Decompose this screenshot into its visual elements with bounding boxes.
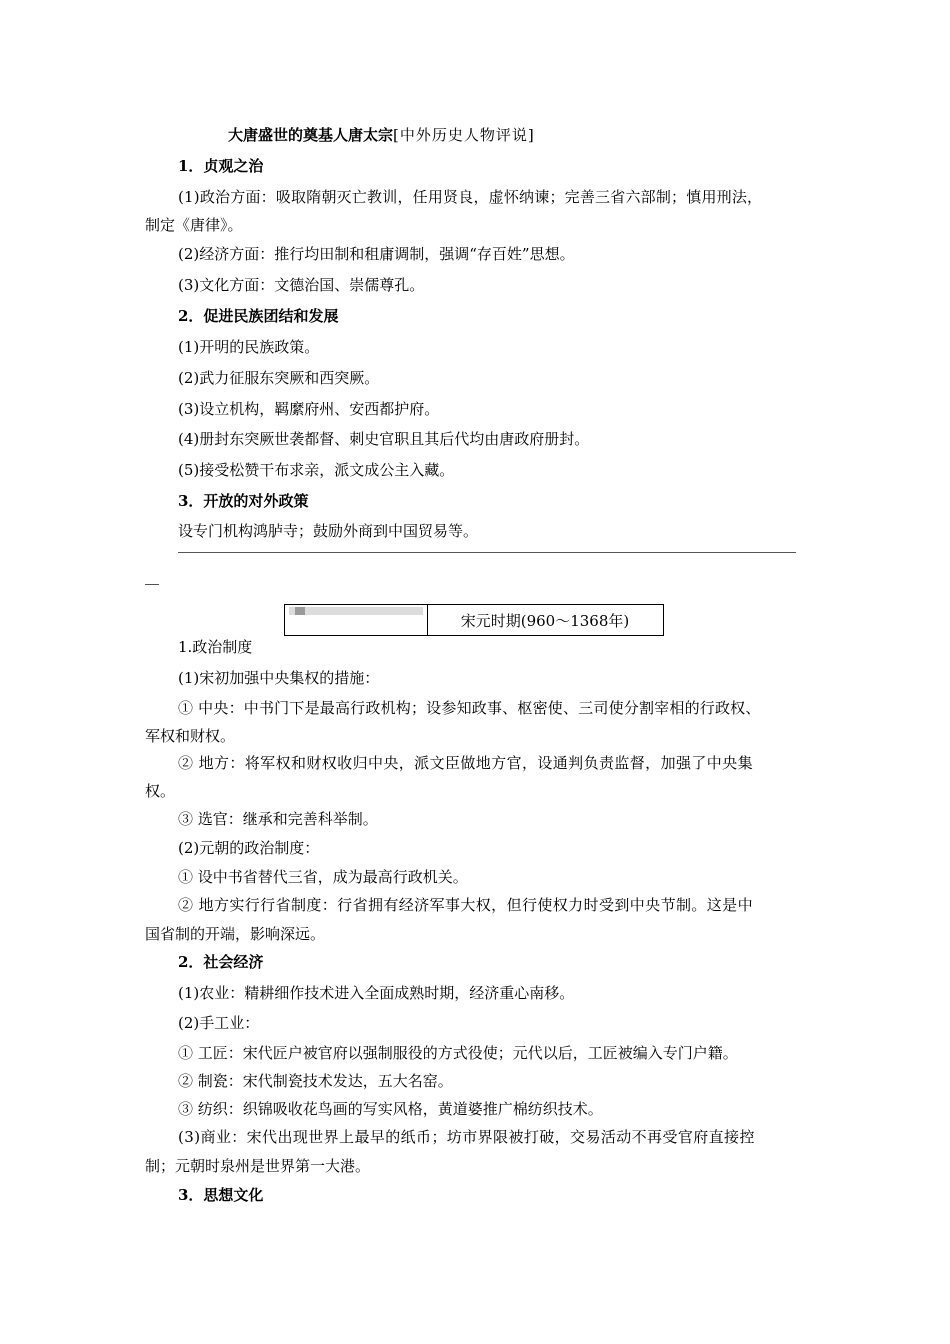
page-title [228, 125, 535, 145]
paragraph-line: ① 中央：中书门下是最高行政机构；设参知政事、枢密使、三司使分割宰相的行政权、 [178, 699, 761, 717]
section-heading: 1．贞观之治 [178, 157, 264, 175]
dashed-separator [178, 552, 796, 553]
paragraph-line: ② 制瓷：宋代制瓷技术发达，五大名窑。 [178, 1072, 453, 1090]
list-icon [295, 607, 305, 615]
section-heading: 3．开放的对外政策 [178, 492, 309, 510]
period-label: 宋元时期(960～1368年) [460, 611, 630, 630]
table-cell-icon [285, 605, 428, 635]
paragraph-line: (1)政治方面：吸取隋朝灭亡教训，任用贤良，虚怀纳谏；完善三省六部制；慎用刑法， [178, 188, 763, 206]
section-heading: 2．促进民族团结和发展 [178, 307, 339, 325]
table-cell-label [427, 605, 663, 635]
paragraph-line: ② 地方实行行省制度：行省拥有经济军事大权，但行使权力时受到中央节制。这是中 [178, 896, 753, 914]
dashed-separator-tail [145, 584, 159, 585]
paragraph-line: (3)设立机构，羁縻府州、安西都护府。 [178, 400, 440, 418]
paragraph-line: (2)经济方面：推行均田制和租庸调制，强调“存百姓”思想。 [178, 245, 575, 263]
paragraph-line: (1)开明的民族政策。 [178, 338, 320, 356]
paragraph-line: (1)农业：精耕细作技术进入全面成熟时期，经济重心南移。 [178, 984, 575, 1002]
paragraph-line: (4)册封东突厥世袭都督、刺史官职且其后代均由唐政府册封。 [178, 430, 590, 448]
paragraph-line: (2)元朝的政治制度： [178, 839, 320, 857]
paragraph-line: 设专门机构鸿胪寺；鼓励外商到中国贸易等。 [178, 522, 479, 540]
paragraph-line: (3)商业：宋代出现世界上最早的纸币；坊市界限被打破，交易活动不再受官府直接控 [178, 1128, 755, 1146]
paragraph-line: (2)武力征服东突厥和西突厥。 [178, 369, 380, 387]
paragraph-line: ① 设中书省替代三省，成为最高行政机关。 [178, 868, 468, 886]
paragraph-line: ① 工匠：宋代匠户被官府以强制服役的方式役使；元代以后，工匠被编入专门户籍。 [178, 1044, 738, 1062]
title-main: 大唐盛世的奠基人唐太宗 [228, 126, 394, 144]
paragraph-line: (3)文化方面：文德治国、崇儒尊孔。 [178, 276, 425, 294]
paragraph-line: 制；元朝时泉州是世界第一大港。 [145, 1157, 371, 1175]
paragraph-line: (5)接受松赞干布求亲，派文成公主入藏。 [178, 461, 455, 479]
section-heading: 2．社会经济 [178, 953, 264, 971]
period-table [284, 604, 664, 636]
section-heading: 3．思想文化 [178, 1186, 264, 1204]
paragraph-line: 制定《唐律》。 [145, 216, 243, 234]
paragraph-line: (1)宋初加强中央集权的措施： [178, 669, 380, 687]
placeholder-bar [289, 607, 423, 615]
paragraph-line: ③ 选官：继承和完善科举制。 [178, 810, 378, 828]
title-sub: [中外历史人物评说] [393, 126, 535, 144]
paragraph-line: ③ 纺织：织锦吸收花鸟画的写实风格，黄道婆推广棉纺织技术。 [178, 1100, 603, 1118]
paragraph-line: 国省制的开端，影响深远。 [145, 925, 326, 943]
paragraph-line: 1.政治制度 [178, 638, 253, 656]
paragraph-line: 军权和财权。 [145, 727, 236, 745]
paragraph-line: (2)手工业： [178, 1014, 260, 1032]
paragraph-line: 权。 [145, 782, 176, 800]
paragraph-line: ② 地方：将军权和财权收归中央，派文臣做地方官，设通判负责监督，加强了中央集 [178, 754, 753, 772]
